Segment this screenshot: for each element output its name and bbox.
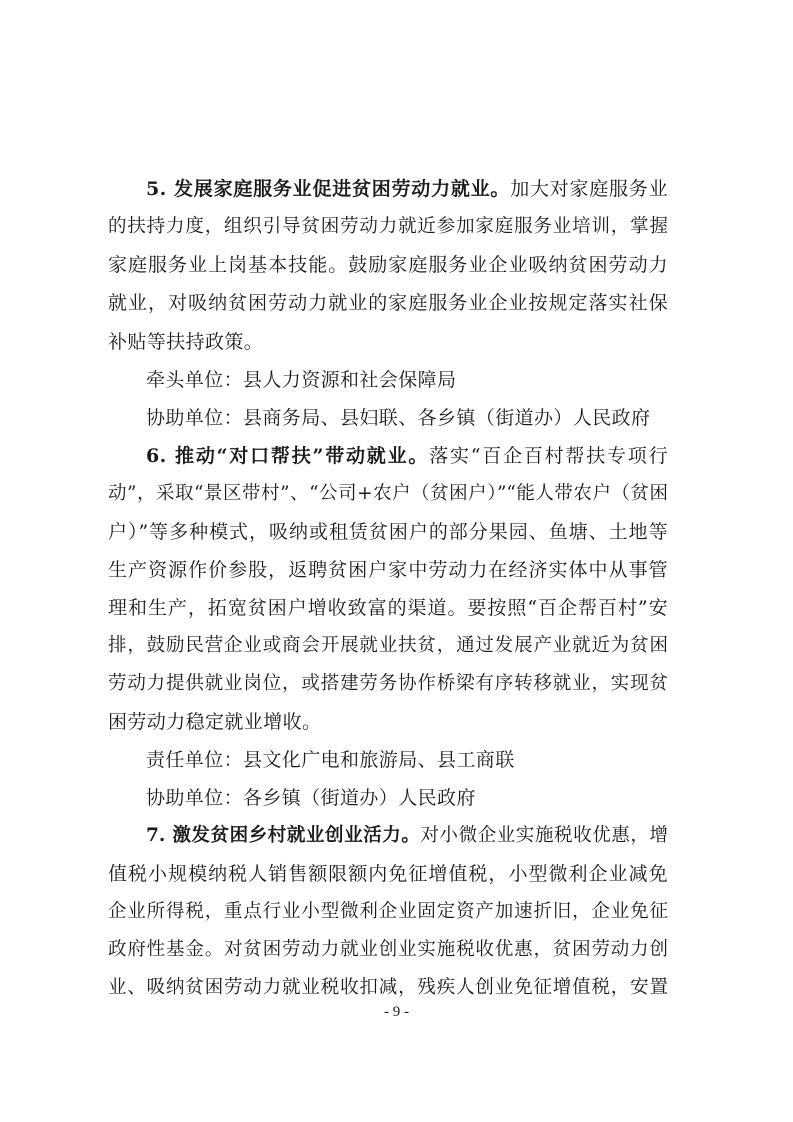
section-6-line: 户）”等多种模式，吸纳或租赁贫困户的部分果园、鱼塘、土地等 [108, 521, 668, 543]
section-7-line: 值税小规模纳税人销售额限额内免征增值税，小型微利企业减免 [108, 863, 668, 885]
section-5-line: 家庭服务业上岗基本技能。鼓励家庭服务业企业吸纳贫困劳动力 [108, 254, 668, 276]
section-6-line: 动”，采取“景区带村”、“公司+农户（贫困户）”“能人带农户（贫困 [108, 483, 668, 504]
section-7-heading: 7. 激发贫困乡村就业创业活力。 [146, 825, 421, 846]
section-5-first-line [146, 177, 668, 201]
section-6-line: 困劳动力稳定就业增收。 [108, 711, 322, 733]
section-7-first-line [146, 824, 668, 848]
section-5-line: 的扶持力度，组织引导贫困劳动力就近参加家庭服务业培训，掌握 [108, 216, 668, 237]
section-6-line: 排，鼓励民营企业或商会开展就业扶贫，通过发展产业就近为贫困 [108, 635, 668, 656]
section-6-heading: 6. 推动“对口帮扶”带动就业。 [146, 445, 430, 467]
section-7-line: 企业所得税，重点行业小型微利企业固定资产加速折旧，企业免征 [108, 901, 668, 922]
section-6-line: 劳动力提供就业岗位，或搭建劳务协作桥梁有序转移就业，实现贫 [108, 673, 668, 694]
section-5-first-line-text: 加大对家庭服务业 [510, 178, 669, 200]
section-5-assist-unit: 协助单位：县商务局、县妇联、各乡镇（街道办）人民政府 [146, 407, 651, 429]
section-6-first-line [146, 444, 668, 468]
section-6-first-line-text: 落实“百企百村帮扶专项行 [429, 445, 668, 467]
section-5-line: 就业，对吸纳贫困劳动力就业的家庭服务业企业按规定落实社保 [108, 292, 668, 314]
section-5-heading: 5. 发展家庭服务业促进贫困劳动力就业。 [146, 178, 511, 200]
section-6-line: 生产资源作价参股，返聘贫困户家中劳动力在经济实体中从事管 [108, 559, 668, 581]
page-number: - 9 - [384, 1004, 409, 1020]
section-5-line: 补贴等扶持政策。 [108, 331, 264, 353]
section-7-line: 业、吸纳贫困劳动力就业税收扣减，残疾人创业免征增值税，安置 [108, 977, 668, 998]
section-6-lead-unit: 责任单位：县文化广电和旅游局、县工商联 [146, 749, 515, 771]
section-5-lead-unit: 牵头单位：县人力资源和社会保障局 [146, 369, 457, 391]
section-6-assist-unit: 协助单位：各乡镇（街道办）人民政府 [146, 787, 476, 809]
section-6-line: 理和生产，拓宽贫困户增收致富的渠道。要按照“百企帮百村”安 [108, 597, 668, 619]
section-7-line: 政府性基金。对贫困劳动力就业创业实施税收优惠，贫困劳动力创 [108, 939, 668, 960]
section-7-first-line-text: 对小微企业实施税收优惠，增 [420, 825, 668, 846]
